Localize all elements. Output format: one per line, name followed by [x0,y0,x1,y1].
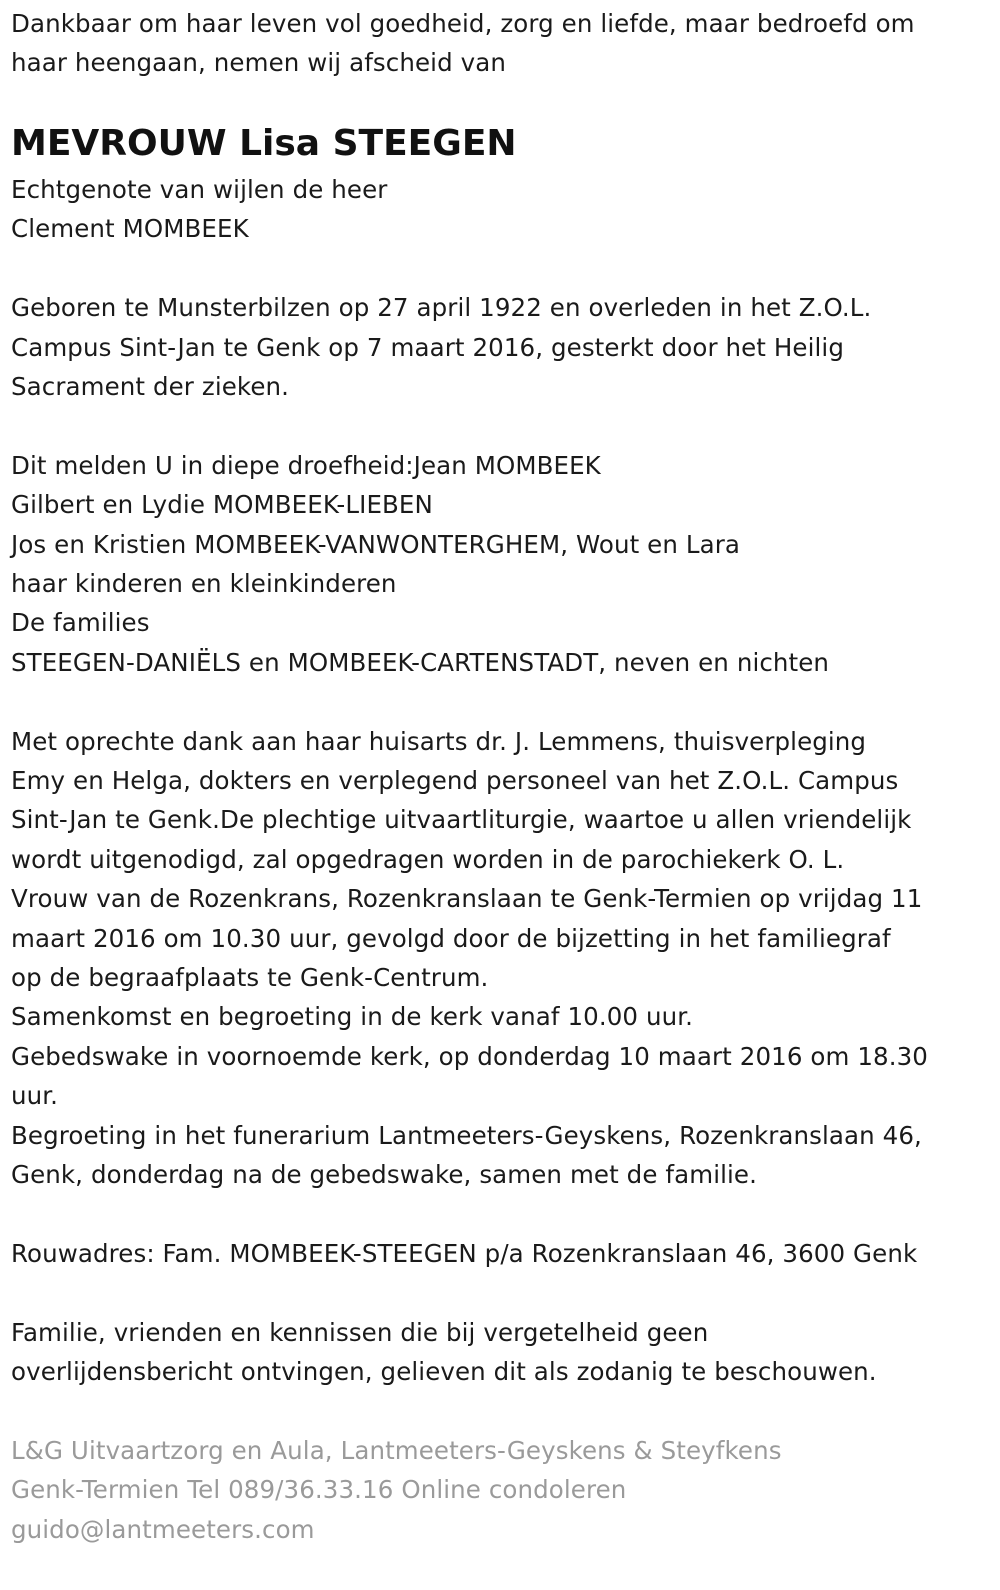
ceremony-line: uur. [11,1081,59,1110]
deceased-name: MEVROUW Lisa STEEGEN [11,123,517,164]
notice-line: overlijdensbericht ontvingen, gelieven dit als zodanig te beschouwen. [11,1357,877,1386]
footer-line: Genk-Termien Tel 089/36.33.16 Online condoleren [11,1475,627,1504]
ceremony-line: maart 2016 om 10.30 uur, gevolgd door de bijzetting in het familiegraf [11,924,891,953]
ceremony-line: Gebedswake in voornoemde kerk, op donderdag 10 maart 2016 om 18.30 [11,1042,928,1071]
spouse-line: Echtgenote van wijlen de heer [11,175,388,204]
ceremony-line: Begroeting in het funerarium Lantmeeters-Geyskens, Rozenkranslaan 46, [11,1121,922,1150]
notice-line: Familie, vrienden en kennissen die bij vergetelheid geen [11,1318,709,1347]
ceremony-line: wordt uitgenodigd, zal opgedragen worden in de parochiekerk O. L. [11,845,845,874]
mourners-line: De families [11,608,150,637]
mourners-line: STEEGEN-DANIËLS en MOMBEEK-CARTENSTADT, neven en nichten [11,648,830,677]
mourners-line: Gilbert en Lydie MOMBEEK-LIEBEN [11,490,433,519]
birth-death-line: Campus Sint-Jan te Genk op 7 maart 2016, gesterkt door het Heilig [11,333,844,362]
ceremony-line: Sint-Jan te Genk.De plechtige uitvaartliturgie, waartoe u allen vriendelijk [11,805,912,834]
mourners-line: haar kinderen en kleinkinderen [11,569,397,598]
ceremony-line: Vrouw van de Rozenkrans, Rozenkranslaan te Genk-Termien op vrijdag 11 [11,884,923,913]
spouse-line: Clement MOMBEEK [11,214,249,243]
ceremony-line: Met oprechte dank aan haar huisarts dr. J. Lemmens, thuisverpleging [11,727,867,756]
footer-line: L&G Uitvaartzorg en Aula, Lantmeeters-Geyskens & Steyfkens [11,1436,782,1465]
ceremony-line: Emy en Helga, dokters en verplegend personeel van het Z.O.L. Campus [11,766,899,795]
ceremony-line: Samenkomst en begroeting in de kerk vanaf 10.00 uur. [11,1002,694,1031]
ceremony-line: Genk, donderdag na de gebedswake, samen met de familie. [11,1160,757,1189]
mourners-line: Jos en Kristien MOMBEEK-VANWONTERGHEM, Wout en Lara [11,530,741,559]
ceremony-line: op de begraafplaats te Genk-Centrum. [11,963,489,992]
intro-line: Dankbaar om haar leven vol goedheid, zorg en liefde, maar bedroefd om [11,9,915,38]
footer-email[interactable]: guido@lantmeeters.com [11,1515,315,1544]
mourners-line: Dit melden U in diepe droefheid:Jean MOMBEEK [11,451,601,480]
birth-death-line: Geboren te Munsterbilzen op 27 april 1922 en overleden in het Z.O.L. [11,293,872,322]
intro-line: haar heengaan, nemen wij afscheid van [11,48,506,77]
mourning-address: Rouwadres: Fam. MOMBEEK-STEEGEN p/a Rozenkranslaan 46, 3600 Genk [11,1239,918,1268]
birth-death-line: Sacrament der zieken. [11,372,290,401]
